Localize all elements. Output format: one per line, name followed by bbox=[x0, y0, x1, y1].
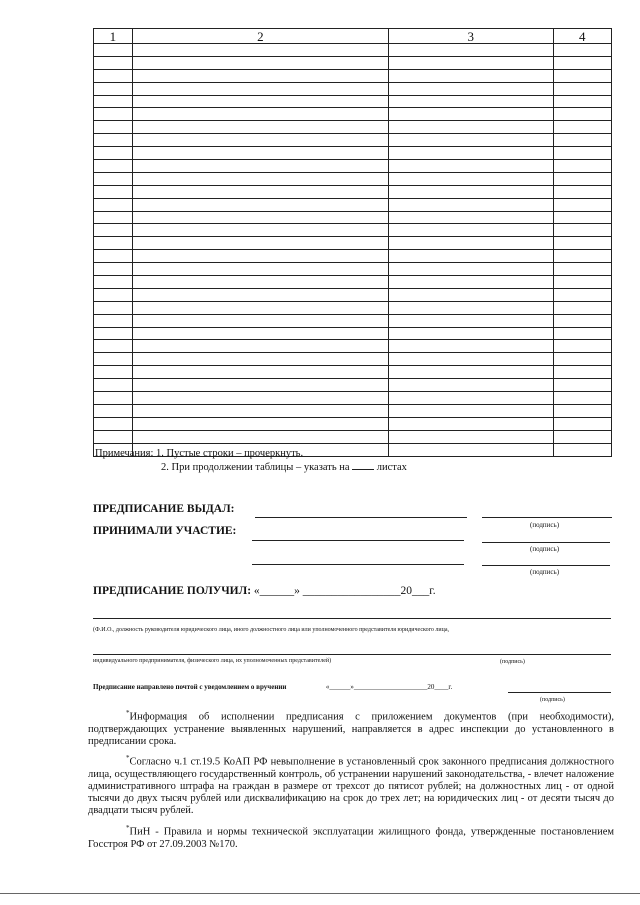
footnote-3 bbox=[88, 822, 614, 851]
table-cell-col-3[interactable] bbox=[389, 366, 553, 379]
table-cell-col-3[interactable] bbox=[389, 301, 553, 314]
table-cell-col-2[interactable] bbox=[132, 288, 388, 301]
table-cell-col-4[interactable] bbox=[553, 160, 612, 173]
table-row bbox=[94, 134, 612, 147]
table-cell-col-2[interactable] bbox=[132, 417, 388, 430]
table-cell-col-3[interactable] bbox=[389, 340, 553, 353]
table-cell-col-3[interactable] bbox=[389, 379, 553, 392]
column-header-3: 3 bbox=[389, 29, 553, 44]
participant-2-signature-line[interactable] bbox=[482, 565, 610, 566]
table-cell-col-2[interactable] bbox=[132, 160, 388, 173]
table-cell-col-4[interactable] bbox=[553, 379, 612, 392]
table-cell-col-4[interactable] bbox=[553, 95, 612, 108]
table-cell-col-1[interactable] bbox=[94, 392, 133, 405]
table-cell-col-3[interactable] bbox=[389, 185, 553, 198]
table-cell-col-1[interactable] bbox=[94, 134, 133, 147]
received-signature-caption: (подпись) bbox=[500, 659, 525, 665]
table-cell-col-3[interactable] bbox=[389, 443, 553, 456]
table-cell-col-1[interactable] bbox=[94, 211, 133, 224]
table-row bbox=[94, 56, 612, 69]
footnote-1-text: Информация об исполнении предписания с приложением документов (при необходимости), подтверждающих устранение выявленных нарушений, направляется в адрес инспекции до установленного в предписании срока. bbox=[88, 711, 614, 747]
table-row bbox=[94, 121, 612, 134]
column-header-1: 1 bbox=[94, 29, 133, 44]
table-row bbox=[94, 44, 612, 57]
table-cell-col-4[interactable] bbox=[553, 44, 612, 57]
received-name-line[interactable] bbox=[93, 618, 611, 619]
participant-1-signature-caption: (подпись) bbox=[530, 545, 560, 553]
table-row bbox=[94, 340, 612, 353]
table-cell-col-3[interactable] bbox=[389, 56, 553, 69]
table-row bbox=[94, 276, 612, 289]
table-cell-col-1[interactable] bbox=[94, 314, 133, 327]
table-cell-col-1[interactable] bbox=[94, 198, 133, 211]
table-row bbox=[94, 250, 612, 263]
table-cell-col-1[interactable] bbox=[94, 121, 133, 134]
table-cell-col-2[interactable] bbox=[132, 224, 388, 237]
table-cell-col-1[interactable] bbox=[94, 108, 133, 121]
table-cell-col-3[interactable] bbox=[389, 147, 553, 160]
table-cell-col-3[interactable] bbox=[389, 69, 553, 82]
table-cell-col-3[interactable] bbox=[389, 263, 553, 276]
table-cell-col-4[interactable] bbox=[553, 211, 612, 224]
table-row bbox=[94, 172, 612, 185]
table-cell-col-4[interactable] bbox=[553, 353, 612, 366]
table-row bbox=[94, 224, 612, 237]
issued-label: ПРЕДПИСАНИЕ ВЫДАЛ: bbox=[93, 503, 235, 515]
sheets-count-blank[interactable] bbox=[352, 469, 374, 470]
table-row bbox=[94, 185, 612, 198]
table-cell-col-1[interactable] bbox=[94, 417, 133, 430]
table-row bbox=[94, 327, 612, 340]
issued-signature-caption: (подпись) bbox=[530, 521, 560, 529]
table-cell-col-3[interactable] bbox=[389, 417, 553, 430]
table-body bbox=[94, 44, 612, 457]
table-cell-col-1[interactable] bbox=[94, 56, 133, 69]
table-cell-col-2[interactable] bbox=[132, 69, 388, 82]
table-cell-col-2[interactable] bbox=[132, 172, 388, 185]
footnote-2-mark: * bbox=[126, 754, 130, 762]
table-cell-col-2[interactable] bbox=[132, 56, 388, 69]
table-cell-col-4[interactable] bbox=[553, 82, 612, 95]
table-cell-col-4[interactable] bbox=[553, 237, 612, 250]
table-cell-col-4[interactable] bbox=[553, 263, 612, 276]
received-date[interactable]: «______» _________________20___г. bbox=[253, 585, 436, 597]
table-row bbox=[94, 417, 612, 430]
column-header-4: 4 bbox=[553, 29, 612, 44]
table-cell-col-1[interactable] bbox=[94, 263, 133, 276]
table-cell-col-4[interactable] bbox=[553, 314, 612, 327]
table-cell-col-1[interactable] bbox=[94, 340, 133, 353]
table-cell-col-2[interactable] bbox=[132, 276, 388, 289]
notes-line-2-suffix: листах bbox=[376, 462, 407, 473]
table-cell-col-2[interactable] bbox=[132, 108, 388, 121]
table-header-row bbox=[94, 29, 612, 44]
table-cell-col-1[interactable] bbox=[94, 430, 133, 443]
table-row bbox=[94, 211, 612, 224]
received-caption-1: (Ф.И.О., должность руководителя юридического лица, иного должностного лица или уполномоченного представителя юридического лица, bbox=[93, 627, 449, 633]
column-header-2: 2 bbox=[132, 29, 388, 44]
footnote-1 bbox=[88, 707, 614, 748]
table-row bbox=[94, 379, 612, 392]
table-cell-col-4[interactable] bbox=[553, 172, 612, 185]
notes-line-1: Примечания: 1. Пустые строки – прочеркнуть. bbox=[95, 448, 304, 459]
table-row bbox=[94, 263, 612, 276]
table-cell-col-2[interactable] bbox=[132, 121, 388, 134]
footnote-2 bbox=[88, 752, 614, 817]
notes-line-2-prefix: 2. При продолжении таблицы – указать на bbox=[161, 462, 350, 473]
table-cell-col-1[interactable] bbox=[94, 276, 133, 289]
table-cell-col-1[interactable] bbox=[94, 224, 133, 237]
table-cell-col-2[interactable] bbox=[132, 314, 388, 327]
table-cell-col-2[interactable] bbox=[132, 250, 388, 263]
table-cell-col-2[interactable] bbox=[132, 404, 388, 417]
table-cell-col-1[interactable] bbox=[94, 69, 133, 82]
table-row bbox=[94, 392, 612, 405]
footnote-1-mark: * bbox=[126, 709, 130, 717]
table-cell-col-3[interactable] bbox=[389, 237, 553, 250]
table-cell-col-4[interactable] bbox=[553, 404, 612, 417]
table-cell-col-2[interactable] bbox=[132, 392, 388, 405]
table-cell-col-3[interactable] bbox=[389, 327, 553, 340]
table-row bbox=[94, 404, 612, 417]
table-cell-col-3[interactable] bbox=[389, 121, 553, 134]
table-cell-col-4[interactable] bbox=[553, 276, 612, 289]
table-cell-col-3[interactable] bbox=[389, 134, 553, 147]
participant-1-name-line[interactable] bbox=[252, 540, 464, 541]
table-cell-col-4[interactable] bbox=[553, 288, 612, 301]
received-row bbox=[93, 585, 436, 597]
table-cell-col-3[interactable] bbox=[389, 198, 553, 211]
page-bottom-edge bbox=[0, 893, 640, 894]
table-cell-col-3[interactable] bbox=[389, 82, 553, 95]
table-row bbox=[94, 288, 612, 301]
table-cell-col-1[interactable] bbox=[94, 95, 133, 108]
mailed-signature-line[interactable] bbox=[508, 692, 611, 693]
violations-table bbox=[93, 28, 612, 457]
table-cell-col-3[interactable] bbox=[389, 224, 553, 237]
issued-signature-line[interactable] bbox=[482, 517, 612, 518]
table-cell-col-1[interactable] bbox=[94, 237, 133, 250]
table-cell-col-2[interactable] bbox=[132, 340, 388, 353]
table-cell-col-4[interactable] bbox=[553, 340, 612, 353]
table-cell-col-4[interactable] bbox=[553, 121, 612, 134]
participant-2-name-line[interactable] bbox=[252, 564, 464, 565]
table-cell-col-3[interactable] bbox=[389, 314, 553, 327]
table-cell-col-4[interactable] bbox=[553, 108, 612, 121]
mailed-row bbox=[93, 683, 452, 691]
table-cell-col-3[interactable] bbox=[389, 108, 553, 121]
table-cell-col-2[interactable] bbox=[132, 366, 388, 379]
table-cell-col-1[interactable] bbox=[94, 327, 133, 340]
table-cell-col-1[interactable] bbox=[94, 366, 133, 379]
footnote-2-text: Согласно ч.1 ст.19.5 КоАП РФ невыполнение в установленный срок законного предписания должностного лица, осуществляющего государственный контроль, об устранении нарушений законодательства, - влечет наложение административного штрафа на граждан в размере от трехсот до пятисот рублей; на должностных лиц - от одной тысячи до двух тысяч рублей или дисквалификацию на срок до трех лет; на юридических лиц - от десяти тысяч до двадцати тысяч рублей. bbox=[88, 756, 614, 816]
table-cell-col-3[interactable] bbox=[389, 250, 553, 263]
table-cell-col-1[interactable] bbox=[94, 185, 133, 198]
table-cell-col-2[interactable] bbox=[132, 237, 388, 250]
table-cell-col-3[interactable] bbox=[389, 160, 553, 173]
table-cell-col-1[interactable] bbox=[94, 379, 133, 392]
table-cell-col-4[interactable] bbox=[553, 69, 612, 82]
table-row bbox=[94, 69, 612, 82]
mailed-label: Предписание направлено почтой с уведомлением о вручении bbox=[93, 683, 287, 691]
received-name-line-2[interactable] bbox=[93, 654, 611, 655]
table-cell-col-3[interactable] bbox=[389, 95, 553, 108]
table-cell-col-2[interactable] bbox=[132, 82, 388, 95]
table-cell-col-4[interactable] bbox=[553, 250, 612, 263]
table-cell-col-4[interactable] bbox=[553, 327, 612, 340]
table-cell-col-3[interactable] bbox=[389, 44, 553, 57]
table-cell-col-3[interactable] bbox=[389, 404, 553, 417]
table-cell-col-4[interactable] bbox=[553, 443, 612, 456]
table-cell-col-2[interactable] bbox=[132, 301, 388, 314]
footnote-3-text: ПиН - Правила и нормы технической эксплуатации жилищного фонда, утвержденные постановлением Госстроя РФ от 27.09.2003 №170. bbox=[88, 826, 614, 850]
table-cell-col-4[interactable] bbox=[553, 417, 612, 430]
table-cell-col-4[interactable] bbox=[553, 392, 612, 405]
table-row bbox=[94, 82, 612, 95]
table-cell-col-3[interactable] bbox=[389, 288, 553, 301]
table-cell-col-2[interactable] bbox=[132, 379, 388, 392]
table-cell-col-2[interactable] bbox=[132, 353, 388, 366]
table-cell-col-1[interactable] bbox=[94, 160, 133, 173]
table-row bbox=[94, 366, 612, 379]
table-row bbox=[94, 314, 612, 327]
table-row bbox=[94, 95, 612, 108]
table-cell-col-2[interactable] bbox=[132, 147, 388, 160]
table-cell-col-3[interactable] bbox=[389, 392, 553, 405]
table-cell-col-1[interactable] bbox=[94, 288, 133, 301]
table-cell-col-2[interactable] bbox=[132, 185, 388, 198]
table-cell-col-4[interactable] bbox=[553, 134, 612, 147]
table-cell-col-3[interactable] bbox=[389, 172, 553, 185]
issued-name-line[interactable] bbox=[255, 517, 467, 518]
table-cell-col-1[interactable] bbox=[94, 147, 133, 160]
table-cell-col-3[interactable] bbox=[389, 430, 553, 443]
participant-1-signature-line[interactable] bbox=[482, 542, 610, 543]
table-cell-col-4[interactable] bbox=[553, 185, 612, 198]
table-cell-col-2[interactable] bbox=[132, 430, 388, 443]
table-cell-col-4[interactable] bbox=[553, 147, 612, 160]
table-row bbox=[94, 147, 612, 160]
table-cell-col-4[interactable] bbox=[553, 198, 612, 211]
table-cell-col-2[interactable] bbox=[132, 327, 388, 340]
table-cell-col-3[interactable] bbox=[389, 211, 553, 224]
table-cell-col-1[interactable] bbox=[94, 44, 133, 57]
table-cell-col-1[interactable] bbox=[94, 250, 133, 263]
table-cell-col-2[interactable] bbox=[132, 95, 388, 108]
table-cell-col-2[interactable] bbox=[132, 211, 388, 224]
table-cell-col-1[interactable] bbox=[94, 82, 133, 95]
table-cell-col-2[interactable] bbox=[132, 44, 388, 57]
table-cell-col-1[interactable] bbox=[94, 301, 133, 314]
received-caption-2: индивидуального предпринимателя, физического лица, их уполномоченных представителей) bbox=[93, 658, 332, 664]
table-cell-col-2[interactable] bbox=[132, 263, 388, 276]
mailed-date[interactable]: «______»_____________________20____г. bbox=[325, 683, 453, 691]
table-row bbox=[94, 430, 612, 443]
table-cell-col-4[interactable] bbox=[553, 224, 612, 237]
footnote-3-mark: * bbox=[126, 824, 130, 832]
table-row bbox=[94, 353, 612, 366]
table-cell-col-4[interactable] bbox=[553, 366, 612, 379]
table-row bbox=[94, 198, 612, 211]
table-cell-col-4[interactable] bbox=[553, 430, 612, 443]
table-row bbox=[94, 301, 612, 314]
table-row bbox=[94, 160, 612, 173]
table-cell-col-3[interactable] bbox=[389, 276, 553, 289]
table-cell-col-1[interactable] bbox=[94, 172, 133, 185]
mailed-signature-caption: (подпись) bbox=[540, 697, 565, 703]
table-cell-col-3[interactable] bbox=[389, 353, 553, 366]
table-cell-col-1[interactable] bbox=[94, 404, 133, 417]
table-cell-col-4[interactable] bbox=[553, 56, 612, 69]
table-cell-col-2[interactable] bbox=[132, 134, 388, 147]
table-row bbox=[94, 237, 612, 250]
participant-2-signature-caption: (подпись) bbox=[530, 568, 560, 576]
table-cell-col-2[interactable] bbox=[132, 198, 388, 211]
received-label: ПРЕДПИСАНИЕ ПОЛУЧИЛ: bbox=[93, 585, 252, 597]
table-cell-col-4[interactable] bbox=[553, 301, 612, 314]
table-cell-col-1[interactable] bbox=[94, 353, 133, 366]
notes-line-2 bbox=[161, 462, 407, 473]
participants-label: ПРИНИМАЛИ УЧАСТИЕ: bbox=[93, 525, 237, 537]
table-row bbox=[94, 108, 612, 121]
